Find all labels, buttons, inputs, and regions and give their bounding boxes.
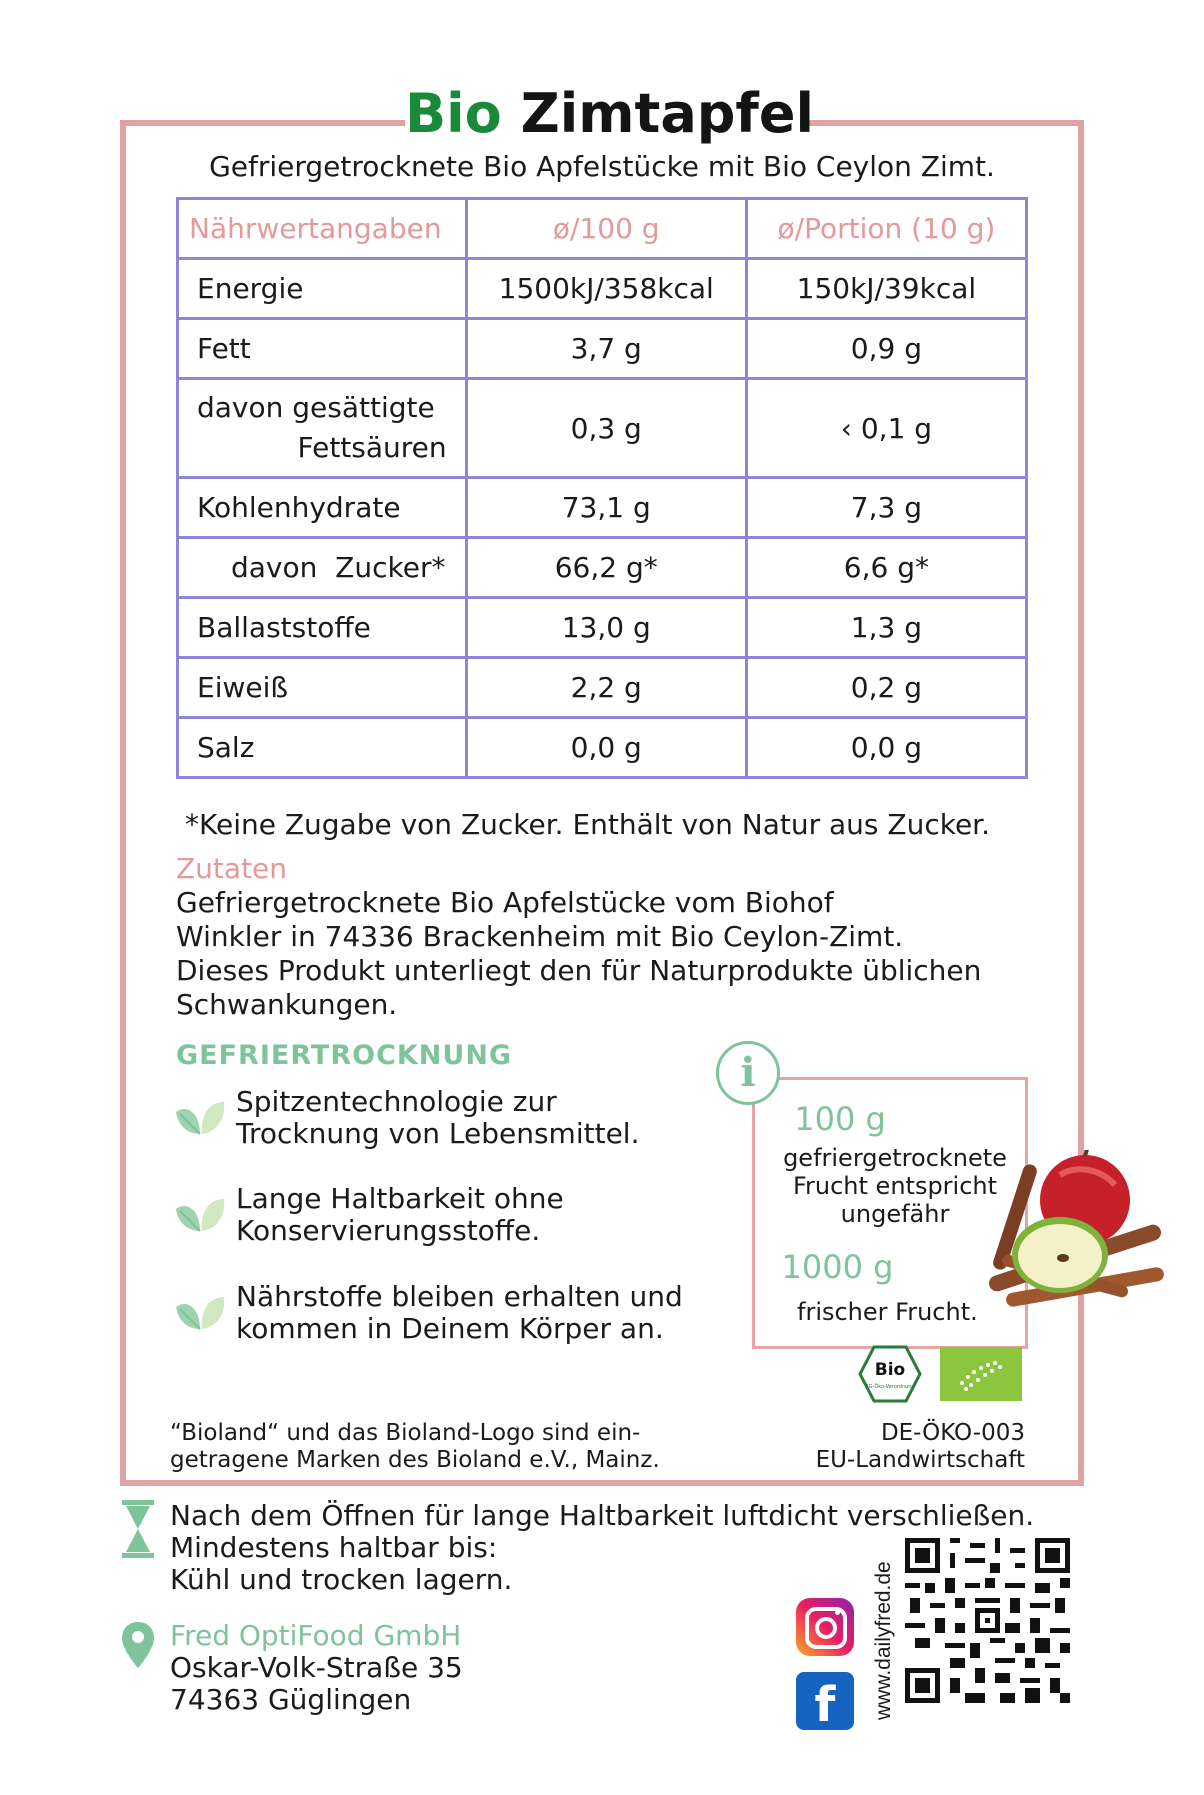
- instagram-icon[interactable]: [796, 1598, 854, 1656]
- row-portion: 1,3 g: [746, 598, 1026, 658]
- leaf-icon: [170, 1090, 230, 1150]
- row-label-line2: Fettsäuren: [297, 431, 447, 464]
- item-line: Nährstoffe bleiben erhalten und: [236, 1280, 683, 1313]
- product-subtitle: Gefriergetrocknete Bio Apfelstücke mit Bio Ceylon Zimt.: [209, 150, 995, 183]
- row-per100: 0,3 g: [466, 379, 746, 478]
- storage-line: Kühl und trocken lagern.: [170, 1563, 513, 1596]
- row-label: Salz: [178, 718, 467, 778]
- row-per100: 66,2 g*: [466, 538, 746, 598]
- row-portion: ‹ 0,1 g: [746, 379, 1026, 478]
- table-row: [178, 538, 1027, 598]
- nutrition-table: [176, 197, 1028, 779]
- item-line: Lange Haltbarkeit ohne: [236, 1182, 564, 1215]
- info-line: ungefähr: [840, 1200, 950, 1228]
- row-per100: 0,0 g: [466, 718, 746, 778]
- row-label: davon Zucker*: [178, 538, 467, 598]
- apple-cinnamon-image: [965, 1150, 1170, 1340]
- company-address: [170, 1620, 463, 1716]
- frame-top-left: [120, 120, 405, 126]
- svg-text:EG-Öko-Verordnung: EG-Öko-Verordnung: [865, 1384, 915, 1390]
- table-row: [178, 379, 1027, 478]
- item-line: Spitzentechnologie zur: [236, 1085, 557, 1118]
- eco-code: DE-ÖKO-003: [880, 1420, 1025, 1446]
- info-line: Frucht entspricht: [792, 1172, 998, 1200]
- row-label: Fett: [178, 319, 467, 379]
- row-portion: 150kJ/39kcal: [746, 259, 1026, 319]
- freeze-drying-item-text: [236, 1281, 683, 1345]
- row-per100: 73,1 g: [466, 478, 746, 538]
- row-label: Eiweiß: [178, 658, 467, 718]
- row-portion: 7,3 g: [746, 478, 1026, 538]
- freeze-drying-item-text: [236, 1086, 639, 1150]
- facebook-icon[interactable]: f: [796, 1672, 854, 1730]
- row-portion: 0,2 g: [746, 658, 1026, 718]
- row-label: Kohlenhydrate: [178, 478, 467, 538]
- eco-origin: EU-Landwirtschaft: [815, 1447, 1025, 1473]
- storage-line: Nach dem Öffnen für lange Haltbarkeit luftdicht verschließen.: [170, 1499, 1035, 1532]
- item-line: kommen in Deinem Körper an.: [236, 1312, 664, 1345]
- bioland-line: “Bioland“ und das Bioland-Logo sind ein-: [170, 1420, 641, 1446]
- table-row: [178, 478, 1027, 538]
- frame-bottom: [120, 1480, 1084, 1486]
- title-bio: Bio: [405, 82, 502, 145]
- company-street: Oskar-Volk-Straße 35: [170, 1651, 463, 1684]
- svg-text:www.dailyfred.de: www.dailyfred.de: [872, 1561, 895, 1720]
- row-label: Energie: [178, 259, 467, 319]
- row-per100: 1500kJ/358kcal: [466, 259, 746, 319]
- freeze-drying-item: [170, 1281, 730, 1351]
- info-line: frischer Frucht.: [797, 1298, 978, 1326]
- row-per100: 3,7 g: [466, 319, 746, 379]
- row-portion: 0,0 g: [746, 718, 1026, 778]
- product-title: [405, 82, 815, 145]
- header-per100: ø/100 g: [466, 199, 746, 259]
- row-portion: 6,6 g*: [746, 538, 1026, 598]
- table-header-row: [178, 199, 1027, 259]
- frame-left: [120, 120, 126, 1486]
- leaf-icon: [170, 1187, 230, 1247]
- info-icon: i: [716, 1041, 780, 1105]
- company-city: 74363 Güglingen: [170, 1683, 412, 1716]
- website-link[interactable]: [862, 1545, 902, 1720]
- ingredients-line: Gefriergetrocknete Bio Apfelstücke vom Biohof: [176, 886, 834, 919]
- row-label: Ballaststoffe: [178, 598, 467, 658]
- freeze-drying-item-text: [236, 1183, 564, 1247]
- qr-code-icon[interactable]: [905, 1538, 1070, 1703]
- table-row: [178, 319, 1027, 379]
- freeze-drying-heading: GEFRIERTROCKNUNG: [176, 1040, 513, 1071]
- svg-text:Bio: Bio: [874, 1360, 906, 1380]
- row-label-line1: davon gesättigte: [197, 391, 435, 424]
- company-name: Fred OptiFood GmbH: [170, 1619, 462, 1652]
- header-nutrition: Nährwertangaben: [178, 199, 467, 259]
- ingredients-line: Schwankungen.: [176, 988, 398, 1021]
- ingredients-text: [176, 886, 1056, 1022]
- ingredients-line: Dieses Produkt unterliegt den für Naturprodukte üblichen: [176, 954, 982, 987]
- item-line: Trocknung von Lebensmittel.: [236, 1117, 640, 1150]
- row-per100: 2,2 g: [466, 658, 746, 718]
- table-row: [178, 598, 1027, 658]
- leaf-icon: [170, 1285, 230, 1345]
- table-row: [178, 718, 1027, 778]
- row-portion: 0,9 g: [746, 319, 1026, 379]
- sugar-footnote: *Keine Zugabe von Zucker. Enthält von Natur aus Zucker.: [185, 808, 991, 841]
- eu-organic-logo-icon: [940, 1347, 1022, 1401]
- freeze-drying-item: [170, 1183, 730, 1253]
- info-line: gefriergetrocknete: [783, 1144, 1007, 1172]
- hourglass-icon: [120, 1500, 156, 1558]
- row-label: [178, 379, 467, 478]
- bioland-line: getragene Marken des Bioland e.V., Mainz.: [170, 1447, 660, 1473]
- header-portion: ø/Portion (10 g): [746, 199, 1026, 259]
- eco-control: [770, 1420, 1025, 1474]
- freeze-drying-item: [170, 1086, 730, 1156]
- row-per100: 13,0 g: [466, 598, 746, 658]
- ingredients-heading: Zutaten: [176, 852, 288, 885]
- storage-line: Mindestens haltbar bis:: [170, 1531, 498, 1564]
- table-row: [178, 259, 1027, 319]
- location-pin-icon: [120, 1620, 156, 1670]
- title-name: Zimtapfel: [520, 82, 815, 145]
- table-row: [178, 658, 1027, 718]
- info-amount-dried: 100 g: [794, 1100, 886, 1138]
- item-line: Konservierungsstoffe.: [236, 1214, 541, 1247]
- ingredients-line: Winkler in 74336 Brackenheim mit Bio Ceylon-Zimt.: [176, 920, 904, 953]
- bioland-note: [170, 1420, 660, 1474]
- frame-top-right: [800, 120, 1084, 126]
- bio-seal-icon: [858, 1345, 922, 1403]
- info-amount-fresh: 1000 g: [781, 1248, 894, 1286]
